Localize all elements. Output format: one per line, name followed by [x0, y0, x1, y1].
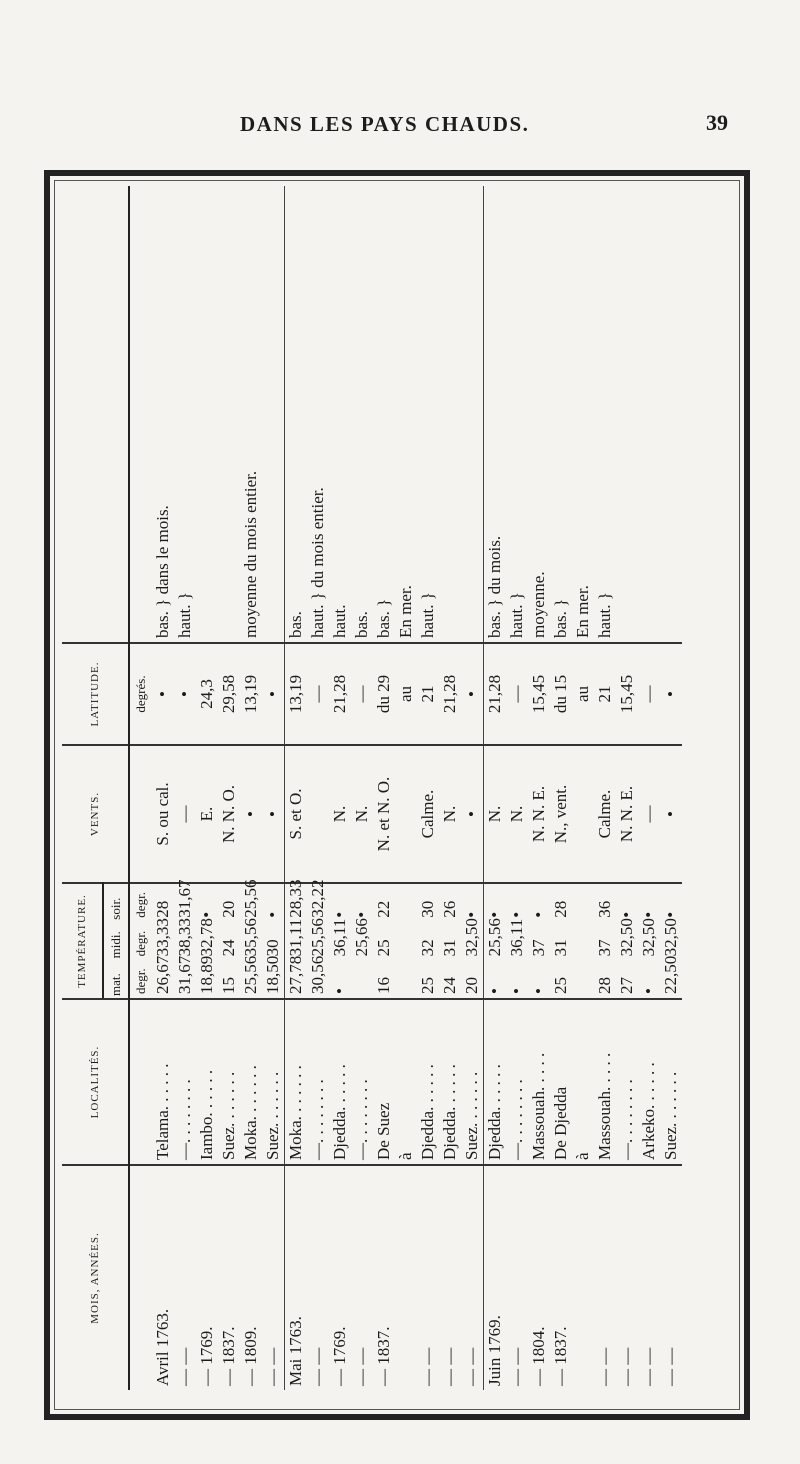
- rotated-table-container: [62, 186, 736, 1390]
- cell-loc: Massouah. . . . .: [528, 999, 550, 1165]
- cell-date: — 1769.: [196, 1165, 218, 1390]
- cell-midi: 36,11: [330, 918, 349, 957]
- cell-date: — —: [417, 1165, 439, 1390]
- cell-date: — 1837.: [373, 1165, 395, 1390]
- running-title: DANS LES PAYS CHAUDS.: [240, 112, 530, 136]
- cell-date: — 1837.: [218, 1165, 240, 1390]
- cell-soir: 28: [152, 883, 174, 922]
- cell-obs: [262, 186, 285, 643]
- cell-midi: 31: [551, 939, 570, 957]
- cell-soir: [395, 883, 417, 922]
- cell-date: — 1809.: [240, 1165, 262, 1390]
- cell-lat: —: [506, 643, 528, 745]
- cell-obs: [196, 186, 218, 643]
- cell-lat: au: [395, 643, 417, 745]
- cell-midi: 25,56: [484, 922, 507, 961]
- cell-soir: •: [506, 883, 528, 922]
- cell-lat: 21,28: [439, 643, 461, 745]
- cell-obs: [461, 186, 484, 643]
- cell-mat: 27,78: [285, 960, 308, 999]
- cell-lat: 13,19: [285, 643, 308, 745]
- page-header: [0, 0, 800, 160]
- table-row: [528, 186, 550, 1390]
- table-row: [484, 186, 507, 1390]
- cell-loc: —. . . . . . . .: [351, 999, 373, 1165]
- cell-soir: •: [351, 883, 373, 922]
- cell-date: — —: [262, 1165, 285, 1390]
- cell-obs: haut. }: [507, 592, 526, 638]
- cell-date: — —: [461, 1165, 484, 1390]
- cell-date: — —: [174, 1165, 196, 1390]
- cell-date: — —: [594, 1165, 616, 1390]
- cell-soir: •: [262, 883, 285, 922]
- table-row: [395, 186, 417, 1390]
- cell-mat: •: [330, 988, 349, 994]
- cell-loc: De Djedda: [550, 999, 572, 1165]
- cell-loc: Djedda. . . . . .: [439, 999, 461, 1165]
- cell-date: — 1837.: [550, 1165, 572, 1390]
- cell-mat: •: [639, 988, 658, 994]
- cell-lat: •: [461, 643, 484, 745]
- cell-lat: •: [262, 643, 285, 745]
- cell-loc: Suez. . . . . . .: [660, 999, 682, 1165]
- cell-soir: 32,22: [307, 883, 329, 922]
- cell-midi: 35,56: [241, 918, 260, 957]
- cell-vent: N.: [484, 745, 507, 883]
- cell-mat: 22,50: [661, 955, 680, 994]
- cell-date: — —: [616, 1165, 638, 1390]
- cell-midi: 32,50: [639, 918, 658, 957]
- table-row: [461, 186, 484, 1390]
- cell-loc: Iambo. . . . . .: [196, 999, 218, 1165]
- cell-obs: haut. } du mois entier.: [308, 487, 327, 638]
- cell-vent: S. et O.: [285, 745, 308, 883]
- cell-obs: moyenne du mois entier.: [241, 470, 260, 638]
- cell-obs: [638, 186, 660, 643]
- unit-midi: degr.: [133, 930, 148, 957]
- cell-loc: Massouah. . . . .: [594, 999, 616, 1165]
- cell-mat: 18,89: [197, 955, 216, 994]
- cell-mat: 16: [374, 977, 393, 994]
- cell-vent: N.: [351, 745, 373, 883]
- col-t-soir: soir.: [103, 883, 129, 922]
- cell-midi: 31: [440, 939, 459, 957]
- cell-soir: •: [616, 883, 638, 922]
- cell-soir: •: [660, 883, 682, 922]
- table-row: [373, 186, 395, 1390]
- cell-obs: bas. }: [374, 598, 393, 638]
- cell-lat: 21: [417, 643, 439, 745]
- cell-soir: 25,56: [240, 883, 262, 922]
- unit-mat: degr.: [133, 968, 148, 994]
- cell-mat: 24: [440, 977, 459, 994]
- table-row: [638, 186, 660, 1390]
- cell-obs: En mer.: [573, 585, 592, 638]
- cell-obs: haut.: [330, 604, 349, 638]
- cell-midi: 32: [418, 939, 437, 957]
- cell-lat: 15,45: [528, 643, 550, 745]
- cell-vent: —: [174, 745, 196, 883]
- cell-vent: N. N. E.: [616, 745, 638, 883]
- cell-date: Avril 1763.: [152, 1165, 174, 1390]
- col-locality-header: LOCALITÉS.: [62, 999, 129, 1165]
- table-row: [329, 186, 351, 1390]
- table-row: [351, 186, 373, 1390]
- cell-mat: •: [529, 988, 548, 994]
- cell-vent: N.: [329, 745, 351, 883]
- cell-vent: [395, 745, 417, 883]
- cell-soir: •: [329, 883, 351, 922]
- cell-obs: bas. }: [551, 598, 570, 638]
- cell-date: — —: [660, 1165, 682, 1390]
- col-temperature-header: TEMPÉRATURE.: [62, 883, 103, 999]
- cell-midi: 25,66: [352, 918, 371, 957]
- cell-loc: Suez. . . . . . .: [218, 999, 240, 1165]
- cell-loc: De Suez: [373, 999, 395, 1165]
- cell-lat: 21: [594, 643, 616, 745]
- cell-date: — —: [351, 1165, 373, 1390]
- cell-loc: à: [395, 999, 417, 1165]
- cell-vent: N.: [506, 745, 528, 883]
- cell-soir: 28,33: [285, 883, 308, 922]
- cell-vent: N. N. E.: [528, 745, 550, 883]
- cell-obs: bas.: [285, 186, 308, 643]
- table-row: [285, 186, 308, 1390]
- cell-lat: 21,28: [484, 643, 507, 745]
- cell-midi: 25: [374, 939, 393, 957]
- cell-mat: 20: [462, 977, 481, 994]
- cell-midi: 32,78: [197, 918, 216, 957]
- cell-obs: bas. } dans le mois.: [153, 505, 172, 638]
- cell-loc: Djedda. . . . . .: [417, 999, 439, 1165]
- cell-vent: N., vent.: [550, 745, 572, 883]
- cell-loc: —. . . . . . . .: [174, 999, 196, 1165]
- cell-obs: haut. }: [175, 592, 194, 638]
- cell-soir: 30: [417, 883, 439, 922]
- cell-date: [395, 1165, 417, 1390]
- table-row: [196, 186, 218, 1390]
- cell-mat: 28: [595, 977, 614, 994]
- cell-loc: à: [572, 999, 594, 1165]
- cell-mat: 30,56: [308, 955, 327, 994]
- cell-obs: [218, 186, 240, 643]
- table-row: [307, 186, 329, 1390]
- cell-loc: Telama. . . . . .: [152, 999, 174, 1165]
- cell-vent: N. et N. O.: [373, 745, 395, 883]
- cell-obs: moyenne.: [529, 571, 548, 638]
- unit-lat: degrés.: [129, 643, 152, 745]
- cell-loc: Suez. . . . . . .: [262, 999, 285, 1165]
- cell-loc: Djedda. . . . . .: [484, 999, 507, 1165]
- cell-lat: 15,45: [616, 643, 638, 745]
- table-row: [660, 186, 682, 1390]
- cell-obs: haut. }: [595, 592, 614, 638]
- cell-soir: •: [638, 883, 660, 922]
- cell-vent: S. ou cal.: [152, 745, 174, 883]
- cell-midi: 32,50: [462, 918, 481, 957]
- units-row: [129, 186, 152, 1390]
- cell-date: — —: [439, 1165, 461, 1390]
- cell-midi: [572, 922, 594, 961]
- cell-lat: •: [660, 643, 682, 745]
- cell-lat: —: [638, 643, 660, 745]
- col-winds-header: VENTS.: [62, 745, 129, 883]
- cell-loc: —. . . . . . . .: [307, 999, 329, 1165]
- cell-date: Juin 1769.: [484, 1165, 507, 1390]
- table-row: [417, 186, 439, 1390]
- cell-vent: •: [262, 745, 285, 883]
- cell-vent: Calme.: [417, 745, 439, 883]
- col-latitude-header: LATITUDE.: [62, 643, 129, 745]
- page-number: 39: [706, 110, 728, 135]
- cell-mat: 15: [219, 977, 238, 994]
- cell-loc: Moka. . . . . . .: [285, 999, 308, 1165]
- cell-vent: Calme.: [594, 745, 616, 883]
- table-row: [616, 186, 638, 1390]
- cell-midi: 31,11: [285, 922, 308, 961]
- cell-vent: •: [461, 745, 484, 883]
- cell-lat: au: [572, 643, 594, 745]
- cell-vent: N. N. O.: [218, 745, 240, 883]
- cell-lat: 29,58: [218, 643, 240, 745]
- cell-lat: du 29: [373, 643, 395, 745]
- cell-soir: 31,67: [174, 883, 196, 922]
- table-row: [506, 186, 528, 1390]
- cell-vent: •: [240, 745, 262, 883]
- cell-vent: N.: [439, 745, 461, 883]
- cell-soir: 20: [218, 883, 240, 922]
- table-row: [439, 186, 461, 1390]
- cell-vent: —: [638, 745, 660, 883]
- cell-obs: [660, 186, 682, 643]
- cell-date: — —: [307, 1165, 329, 1390]
- table-body: [129, 186, 682, 1390]
- cell-date: — —: [506, 1165, 528, 1390]
- unit-soir: degr.: [129, 883, 152, 922]
- table-row: [174, 186, 196, 1390]
- cell-mat: 25: [418, 977, 437, 994]
- rotated-table: [62, 186, 736, 1390]
- cell-soir: [572, 883, 594, 922]
- cell-obs: En mer.: [396, 585, 415, 638]
- table-row: [572, 186, 594, 1390]
- cell-midi: 30: [263, 939, 282, 957]
- cell-loc: —. . . . . . . .: [506, 999, 528, 1165]
- cell-midi: 33,33: [153, 918, 172, 957]
- cell-vent: [572, 745, 594, 883]
- cell-mat: 18,50: [263, 955, 282, 994]
- climate-table: [62, 186, 682, 1390]
- cell-date: [572, 1165, 594, 1390]
- cell-date: — 1804.: [528, 1165, 550, 1390]
- table-row: [550, 186, 572, 1390]
- cell-vent: E.: [196, 745, 218, 883]
- cell-obs: [439, 186, 461, 643]
- cell-date: — 1769.: [329, 1165, 351, 1390]
- col-t-midi: midi.: [103, 922, 129, 961]
- cell-mat: [395, 960, 417, 999]
- cell-obs: bas.: [352, 611, 371, 638]
- cell-soir: 28: [550, 883, 572, 922]
- cell-loc: Arkeko. . . . . .: [638, 999, 660, 1165]
- cell-mat: 31,67: [175, 955, 194, 994]
- table-row: [152, 186, 174, 1390]
- table-row: [240, 186, 262, 1390]
- cell-loc: Djedda. . . . . .: [329, 999, 351, 1165]
- table-row: [262, 186, 285, 1390]
- cell-lat: 13,19: [240, 643, 262, 745]
- cell-lat: —: [307, 643, 329, 745]
- table-row: [594, 186, 616, 1390]
- cell-mat: 25,56: [241, 955, 260, 994]
- col-observations-header: [62, 186, 129, 643]
- cell-soir: 36: [594, 883, 616, 922]
- cell-lat: •: [174, 643, 196, 745]
- cell-mat: [572, 960, 594, 999]
- cell-vent: •: [660, 745, 682, 883]
- cell-date: — —: [638, 1165, 660, 1390]
- cell-lat: 24,3: [196, 643, 218, 745]
- cell-midi: 32,50: [661, 918, 680, 957]
- col-t-mat: mat.: [103, 960, 129, 999]
- cell-soir: •: [484, 883, 507, 922]
- cell-loc: Moka. . . . . . .: [240, 999, 262, 1165]
- cell-lat: 21,28: [329, 643, 351, 745]
- cell-soir: •: [461, 883, 484, 922]
- cell-obs: [616, 186, 638, 643]
- cell-lat: •: [152, 643, 174, 745]
- cell-midi: 32,50: [617, 918, 636, 957]
- cell-soir: •: [528, 883, 550, 922]
- cell-date: Mai 1763.: [285, 1165, 308, 1390]
- cell-soir: •: [196, 883, 218, 922]
- cell-midi: [395, 922, 417, 961]
- cell-mat: 27: [617, 977, 636, 994]
- cell-midi: 25,56: [308, 918, 327, 957]
- cell-mat: 25: [551, 977, 570, 994]
- cell-obs: bas. } du mois.: [484, 186, 507, 643]
- cell-midi: 36,11: [507, 918, 526, 957]
- table-row: [218, 186, 240, 1390]
- col-date-header: MOIS, ANNÉES.: [62, 1165, 129, 1390]
- cell-midi: 37: [595, 939, 614, 957]
- cell-mat: [351, 960, 373, 999]
- cell-midi: 37: [529, 939, 548, 957]
- cell-loc: Suez. . . . . . .: [461, 999, 484, 1165]
- cell-soir: 26: [439, 883, 461, 922]
- cell-mat: •: [484, 960, 507, 999]
- cell-loc: —. . . . . . . .: [616, 999, 638, 1165]
- cell-midi: 38,33: [175, 918, 194, 957]
- cell-obs: haut. }: [418, 592, 437, 638]
- cell-vent: [307, 745, 329, 883]
- cell-mat: •: [507, 988, 526, 994]
- cell-lat: du 15: [550, 643, 572, 745]
- cell-lat: —: [351, 643, 373, 745]
- cell-mat: 26,67: [153, 955, 172, 994]
- cell-soir: 22: [373, 883, 395, 922]
- cell-midi: 24: [219, 939, 238, 957]
